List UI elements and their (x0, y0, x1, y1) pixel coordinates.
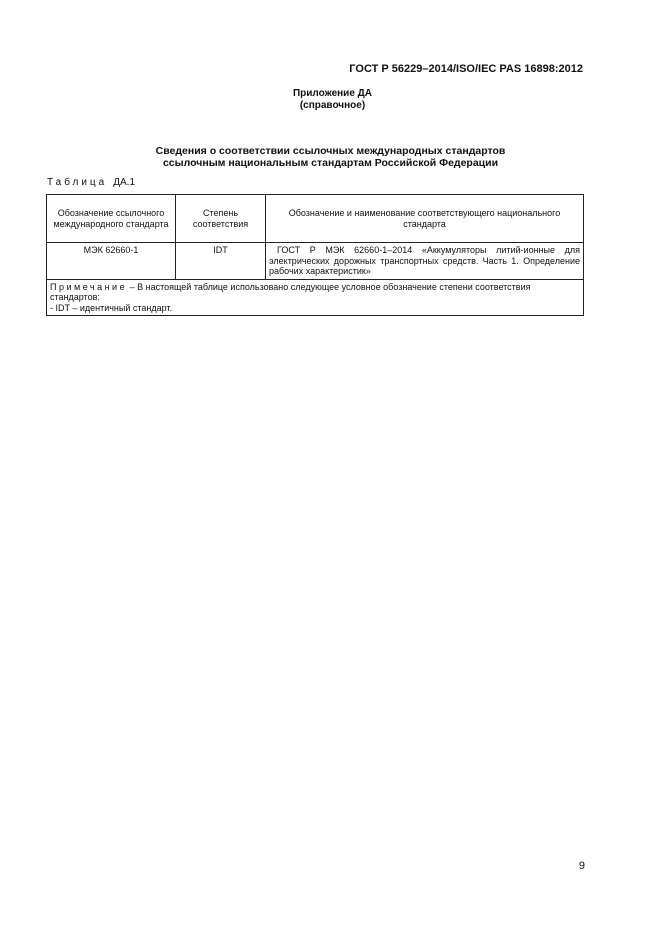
table-label-id: ДА.1 (113, 177, 136, 188)
header-degree: Степень соответствия (176, 195, 266, 243)
appendix-subtitle: (справочное) (299, 100, 366, 111)
header-national-standard: Обозначение и наименование соответствующего национального стандарта (266, 195, 584, 243)
section-title-line-1: Сведения о соответствии ссылочных международных стандартов (155, 145, 506, 157)
cell-national-standard: ГОСТ Р МЭК 62660-1–2014 «Аккумуляторы литий-ионные для электрических дорожных транспортных средств. Часть 1. Определение рабочих характеристик» (266, 243, 584, 280)
table-note-row (47, 279, 584, 316)
document-code: ГОСТ Р 56229–2014/ISO/IEC PAS 16898:2012 (349, 63, 583, 75)
page-number: 9 (578, 860, 585, 872)
cell-degree: IDT (176, 243, 266, 280)
section-title (0, 145, 661, 169)
note-text: – В настоящей таблице использовано следующее условное обозначение степени соответствия стандартов: (50, 281, 531, 302)
note-item: - IDT – идентичный стандарт. (50, 302, 173, 313)
table-note (47, 279, 584, 316)
cell-designation: МЭК 62660-1 (47, 243, 176, 280)
appendix-title: Приложение ДА (292, 88, 373, 99)
note-label: Примечание (50, 281, 128, 292)
table-header-row (47, 195, 584, 243)
table-label (47, 177, 135, 188)
appendix-heading (0, 88, 661, 112)
table-label-word: Таблица (47, 177, 108, 188)
correspondence-table (46, 194, 584, 316)
header-designation: Обозначение ссылочного международного стандарта (47, 195, 176, 243)
section-title-line-2: ссылочным национальным стандартам Российской Федерации (162, 157, 499, 169)
table-row (47, 243, 584, 280)
